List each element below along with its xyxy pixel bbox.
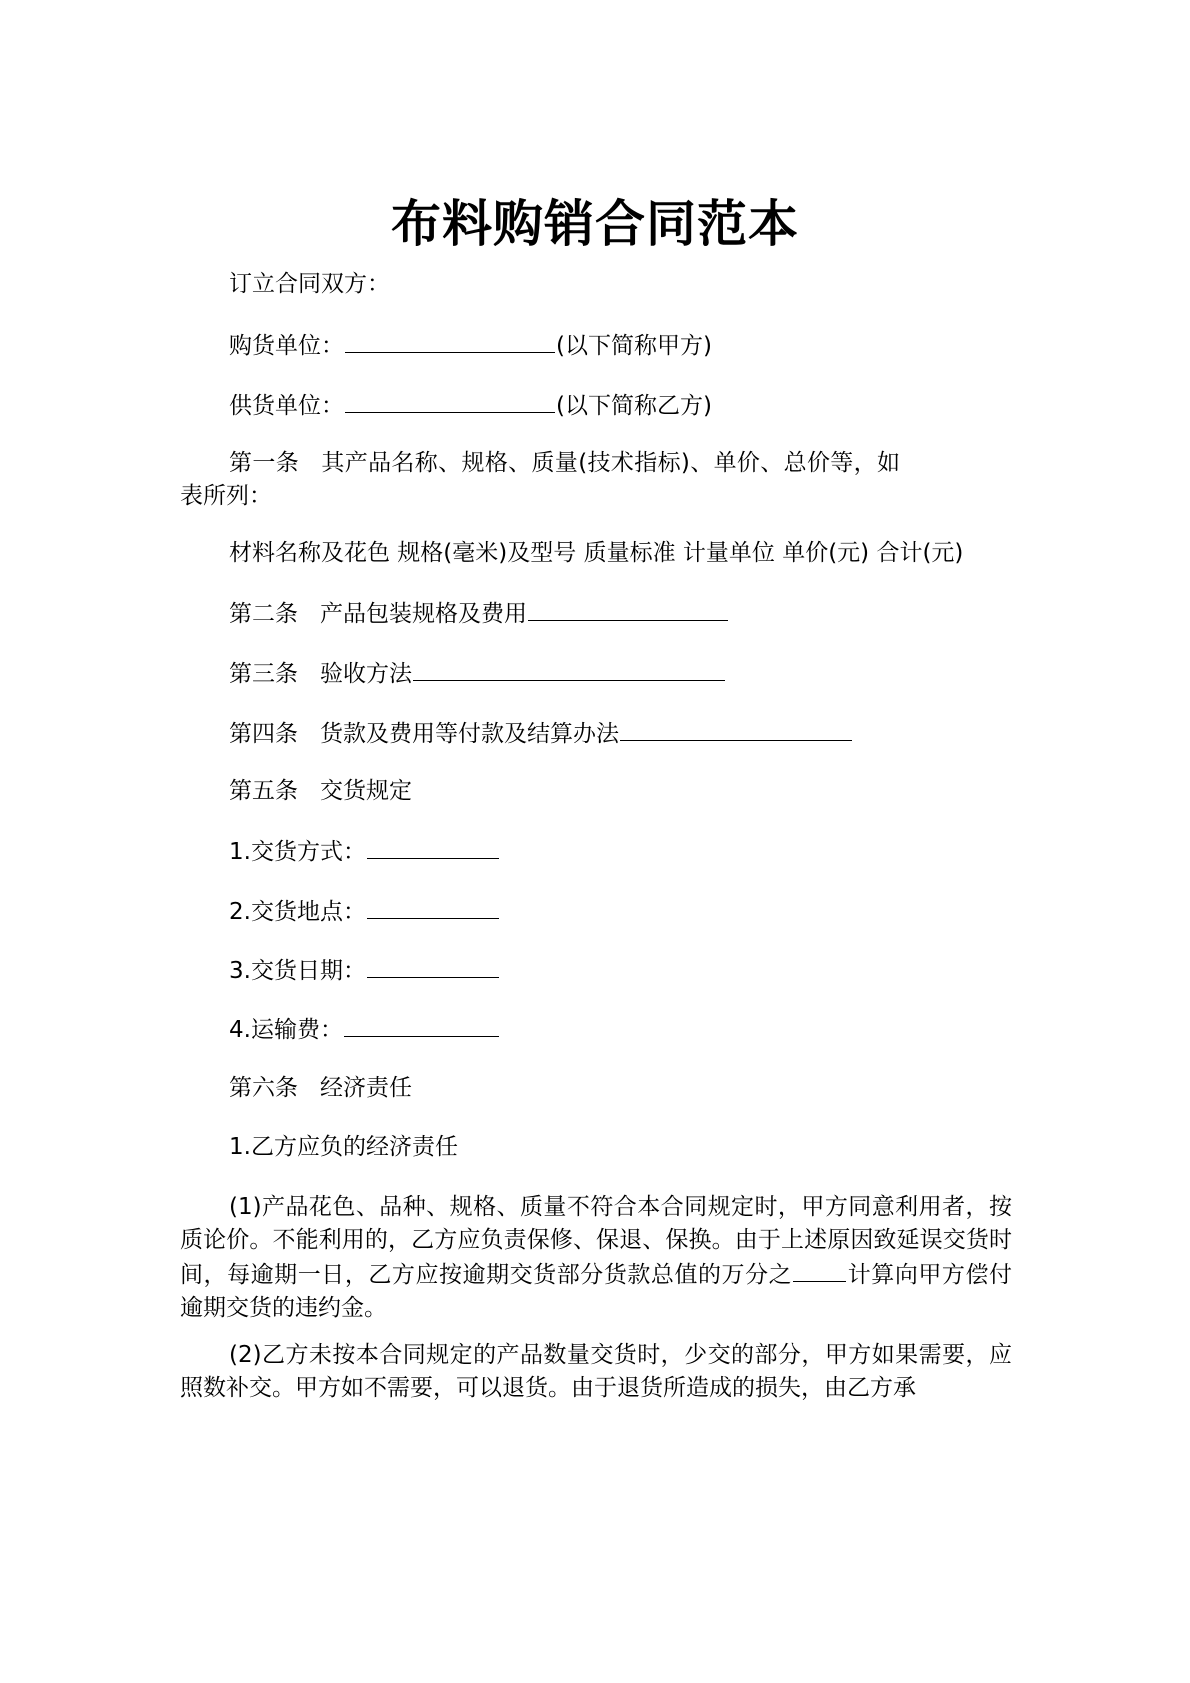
- delivery-date-label: 3.交货日期：: [229, 958, 366, 984]
- article-6-text: 经济责任: [320, 1075, 412, 1101]
- seller-blank[interactable]: [345, 388, 555, 413]
- article-4: [180, 716, 1010, 751]
- liability-clause-2: (2)乙方未按本合同规定的产品数量交货时，少交的部分，甲方如果需要，应照数补交。甲方如不需要，可以退货。由于退货所造成的损失，由乙方承: [180, 1342, 1012, 1401]
- freight-line: [180, 1012, 1010, 1047]
- delivery-place-line: [180, 894, 1010, 929]
- article-2-blank[interactable]: [528, 596, 728, 621]
- seller-suffix: (以下简称乙方): [556, 393, 712, 419]
- buyer-label: 购货单位：: [229, 333, 344, 359]
- delivery-method-line: [180, 834, 1010, 869]
- seller-label: 供货单位：: [229, 393, 344, 419]
- article-2-number: 第二条: [229, 601, 298, 627]
- delivery-method-label: 1.交货方式：: [229, 839, 366, 865]
- article-5-text: 交货规定: [320, 778, 412, 804]
- parties-heading: 订立合同双方：: [229, 271, 390, 297]
- penalty-rate-blank[interactable]: [793, 1257, 846, 1282]
- article-2: [180, 596, 1010, 631]
- delivery-place-blank[interactable]: [367, 894, 499, 919]
- freight-label: 4.运输费：: [229, 1017, 343, 1043]
- seller-line: [180, 388, 1010, 423]
- delivery-date-line: [180, 953, 1010, 988]
- article-2-text: 产品包装规格及费用: [320, 601, 527, 627]
- clause-1-part-2: 计算向甲方偿付逾期交货的违约金。: [180, 1262, 1013, 1321]
- freight-blank[interactable]: [344, 1012, 499, 1037]
- article-6: [180, 1072, 1010, 1105]
- article-4-text: 货款及费用等付款及结算办法: [320, 721, 619, 747]
- delivery-date-blank[interactable]: [367, 953, 499, 978]
- article-1-text: 其产品名称、规格、质量(技术指标)、单价、总价等，如表所列：: [180, 450, 901, 509]
- clause-1-part-1: (1)产品花色、品种、规格、质量不符合本合同规定时，甲方同意利用者，按质论价。不能利用的，乙方应负责保修、保退、保换。由于上述原因致延误交货时间，每逾期一日，乙方应按逾期交货部分货款总值的万分之: [180, 1194, 1012, 1288]
- article-1-number: 第一条: [229, 450, 300, 476]
- article-4-blank[interactable]: [620, 716, 852, 741]
- article-4-number: 第四条: [229, 721, 298, 747]
- buyer-line: [180, 328, 1010, 363]
- article-6-number: 第六条: [229, 1075, 298, 1101]
- article-3: [180, 656, 1010, 691]
- liability-clause-1: [180, 1191, 1012, 1325]
- article-3-text: 验收方法: [320, 661, 412, 687]
- delivery-method-blank[interactable]: [367, 834, 499, 859]
- seller-liability-heading: 1.乙方应负的经济责任: [229, 1134, 458, 1160]
- article-1: [180, 447, 900, 513]
- article-3-blank[interactable]: [413, 656, 725, 681]
- table-header: 材料名称及花色 规格(毫米)及型号 质量标准 计量单位 单价(元) 合计(元): [229, 540, 964, 566]
- article-5: [180, 775, 1010, 808]
- buyer-suffix: (以下简称甲方): [556, 333, 712, 359]
- article-5-number: 第五条: [229, 778, 298, 804]
- buyer-blank[interactable]: [345, 328, 555, 353]
- article-3-number: 第三条: [229, 661, 298, 687]
- delivery-place-label: 2.交货地点：: [229, 899, 366, 925]
- document-title: 布料购销合同范本: [391, 195, 799, 253]
